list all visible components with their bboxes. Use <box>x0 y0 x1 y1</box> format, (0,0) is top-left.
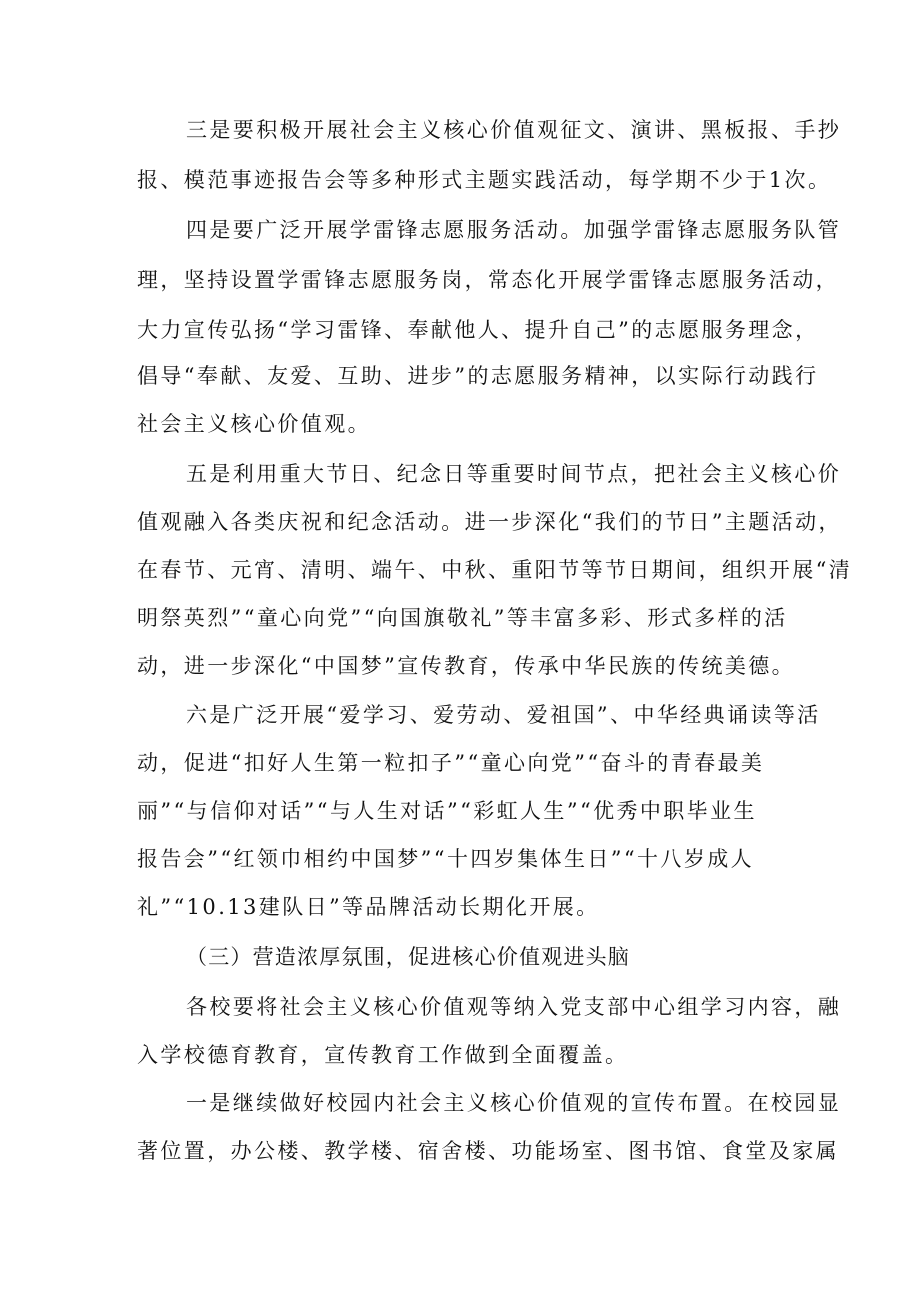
paragraph-1-line-2: 报、模范事迹报告会等多种形式主题实践活动，每学期不少于1次。 <box>137 168 832 192</box>
paragraph-2-line-2: 理，坚持设置学雷锋志愿服务岗，常态化开展学雷锋志愿服务活动， <box>137 268 839 292</box>
section-heading: （三）营造浓厚氛围，促进核心价值观进头脑 <box>186 945 630 969</box>
paragraph-2-line-3: 大力宣传弘扬“学习雷锋、奉献他人、提升自己”的志愿服务理念， <box>137 318 819 342</box>
paragraph-3-line-1: 五是利用重大节日、纪念日等重要时间节点，把社会主义核心价 <box>186 462 842 486</box>
paragraph-4-line-4: 报告会”“红领巾相约中国梦”“十四岁集体生日”“十八岁成人 <box>137 847 755 871</box>
paragraph-3-line-3: 在春节、元宵、清明、端午、中秋、重阳节等节日期间，组织开展“清 <box>137 558 853 582</box>
paragraph-3-line-5: 动，进一步深化“中国梦”宣传教育，传承中华民族的传统美德。 <box>137 654 796 678</box>
paragraph-6-line-1: 一是继续做好校园内社会主义核心价值观的宣传布置。在校园显 <box>186 1091 842 1115</box>
paragraph-4-line-3: 丽”“与信仰对话”“与人生对话”“彩虹人生”“优秀中职毕业生 <box>137 799 757 823</box>
paragraph-5-line-2: 入学校德育教育，宣传教育工作做到全面覆盖。 <box>137 1043 629 1067</box>
paragraph-4-line-5: 礼”“10.13建队日”等品牌活动长期化开展。 <box>137 895 600 919</box>
paragraph-2-line-4: 倡导“奉献、友爱、互助、进步”的志愿服务精神，以实际行动践行 <box>137 364 819 388</box>
paragraph-4-line-2: 动，促进“扣好人生第一粒扣子”“童心向党”“奋斗的青春最美 <box>137 751 765 775</box>
paragraph-2-line-1: 四是要广泛开展学雷锋志愿服务活动。加强学雷锋志愿服务队管 <box>186 218 842 242</box>
paragraph-3-line-2: 值观融入各类庆祝和纪念活动。进一步深化“我们的节日”主题活动， <box>137 510 842 534</box>
paragraph-3-line-4: 明祭英烈”“童心向党”“向国旗敬礼”等丰富多彩、形式多样的活 <box>137 606 788 630</box>
paragraph-6-line-2: 著位置，办公楼、教学楼、宿舍楼、功能场室、图书馆、食堂及家属 <box>137 1139 839 1163</box>
paragraph-2-line-5: 社会主义核心价值观。 <box>137 412 371 436</box>
paragraph-1-line-1: 三是要积极开展社会主义核心价值观征文、演讲、黑板报、手抄 <box>186 118 842 142</box>
paragraph-5-line-1: 各校要将社会主义核心价值观等纳入党支部中心组学习内容，融 <box>186 995 842 1019</box>
paragraph-4-line-1: 六是广泛开展“爱学习、爱劳动、爱祖国”、中华经典诵读等活 <box>186 703 821 727</box>
